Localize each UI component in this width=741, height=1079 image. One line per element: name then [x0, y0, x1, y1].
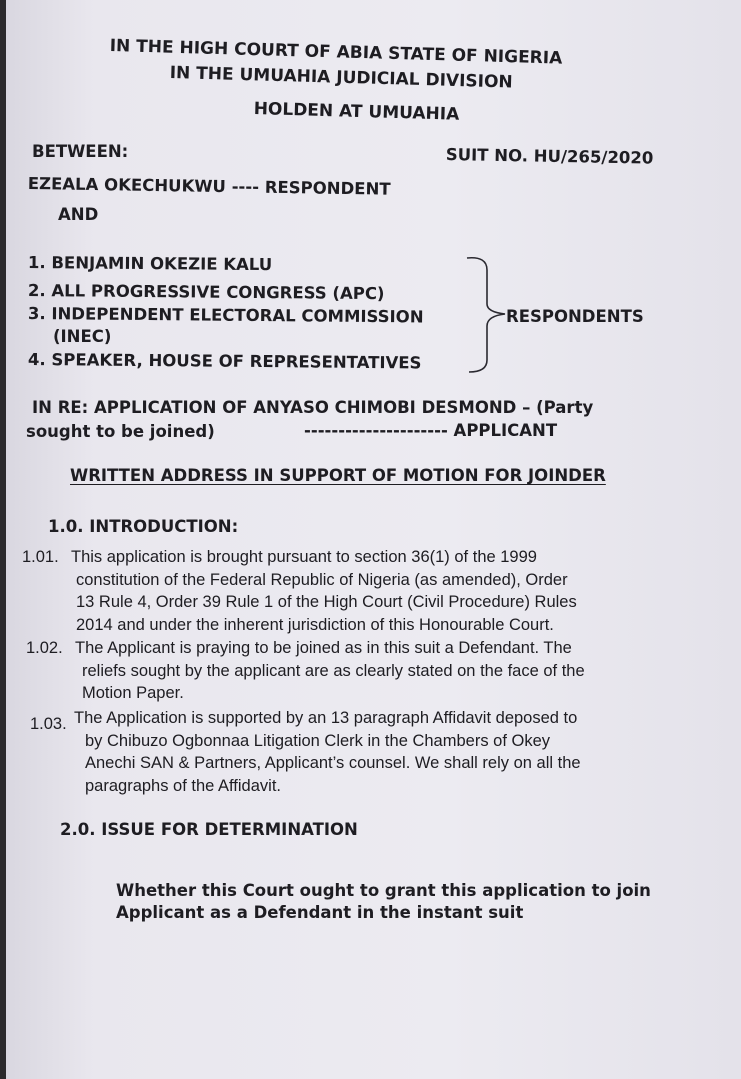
- paragraph-line: reliefs sought by the applicant are as clearly stated on the face of the: [82, 661, 585, 680]
- paragraph-line: The Applicant is praying to be joined as in this suit a Defendant. The: [75, 639, 572, 657]
- court-title-line1: IN THE HIGH COURT OF ABIA STATE OF NIGERIA: [109, 36, 563, 69]
- paragraph-number: 1.02.: [26, 639, 63, 657]
- respondent-2: 2. ALL PROGRESSIVE CONGRESS (APC): [27, 281, 385, 304]
- paragraph-line: Anechi SAN & Partners, Applicant’s counsel. We shall rely on all the: [85, 754, 581, 772]
- paragraph-1-02: [26, 637, 726, 709]
- in-re-line1: IN RE: APPLICATION OF ANYASO CHIMOBI DESMOND – (Party: [32, 398, 594, 417]
- issue-text-line1: Whether this Court ought to grant this application to join: [116, 881, 651, 900]
- issue-heading: 2.0. ISSUE FOR DETERMINATION: [60, 820, 358, 839]
- paragraph-line: 13 Rule 4, Order 39 Rule 1 of the High Court (Civil Procedure) Rules: [76, 593, 577, 611]
- respondent-4: 4. SPEAKER, HOUSE OF REPRESENTATIVES: [27, 350, 422, 373]
- paragraph-line: Motion Paper.: [82, 684, 184, 702]
- respondent-3-abbrev: (INEC): [53, 327, 112, 346]
- applicant-label: --------------------- APPLICANT: [304, 421, 558, 440]
- issue-text-line2: Applicant as a Defendant in the instant suit: [116, 903, 524, 922]
- in-re-line2: sought to be joined): [26, 422, 215, 441]
- claimant-line: EZEALA OKECHUKWU ---- RESPONDENT: [27, 174, 391, 199]
- court-title-line2: IN THE UMUAHIA JUDICIAL DIVISION: [169, 63, 513, 93]
- paragraph-line: 2014 and under the inherent jurisdiction of this Honourable Court.: [76, 615, 554, 634]
- paragraph-line: The Application is supported by an 13 paragraph Affidavit deposed to: [74, 709, 578, 727]
- intro-heading: 1.0. INTRODUCTION:: [48, 517, 239, 536]
- paragraph-1-03: [30, 707, 730, 802]
- paragraph-number: 1.01.: [22, 548, 59, 566]
- respondents-label: RESPONDENTS: [506, 307, 644, 326]
- court-title-line3: HOLDEN AT UMUAHIA: [253, 99, 460, 125]
- paragraph-line: by Chibuzo Ogbonnaa Litigation Clerk in the Chambers of Okey: [85, 731, 551, 750]
- and-label: AND: [58, 205, 99, 224]
- respondent-1: 1. BENJAMIN OKEZIE KALU: [27, 253, 273, 275]
- respondent-3: 3. INDEPENDENT ELECTORAL COMMISSION: [27, 304, 424, 327]
- suit-number: SUIT NO. HU/265/2020: [445, 145, 654, 168]
- paragraph-line: This application is brought pursuant to section 36(1) of the 1999: [71, 548, 537, 566]
- paragraph-line: constitution of the Federal Republic of Nigeria (as amended), Order: [76, 570, 568, 589]
- paragraph-number: 1.03.: [30, 715, 67, 733]
- paragraph-1-01: [22, 546, 722, 641]
- between-label: BETWEEN:: [32, 142, 129, 161]
- paragraph-line: paragraphs of the Affidavit.: [85, 776, 281, 795]
- written-address-title: WRITTEN ADDRESS IN SUPPORT OF MOTION FOR JOINDER: [70, 466, 606, 485]
- document-page: [6, 0, 741, 1079]
